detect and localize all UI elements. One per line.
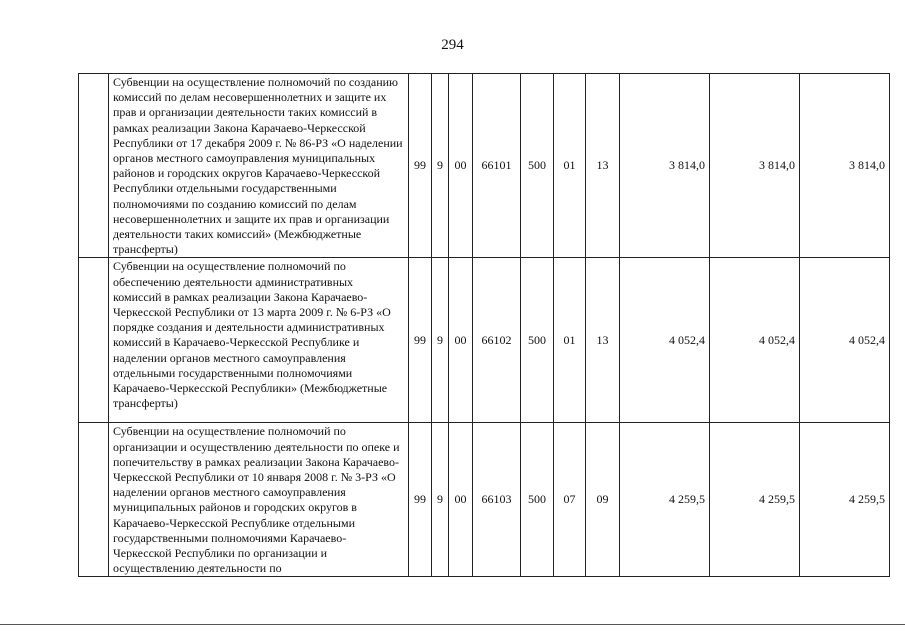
amount-cell: 4 052,4 xyxy=(800,258,890,423)
code-cell: 66102 xyxy=(473,258,521,423)
description-cell: Субвенции на осуществление полномочий по созданию комиссий по делам несовершеннолетних и защите их прав и организации деятельности таких комиссий в рамках реализации Закона Карачаево-Черкесской Республики от 17 декабря 2009 г. № 86-РЗ «О наделении органов местного самоуправления муниципальных районов и городских округов Карачаево-Черкесской Республики отдельными государственными полномочиями по созданию комиссий по делам несовершеннолетних и защите их прав и организации деятельности таких комиссий» (Межбюджетные трансферты) xyxy=(109,74,409,258)
amount-cell: 4 052,4 xyxy=(620,258,710,423)
amount-cell: 4 259,5 xyxy=(620,423,710,577)
page-number: 294 xyxy=(441,37,464,53)
amount-cell: 3 814,0 xyxy=(620,74,710,258)
amount-cell: 3 814,0 xyxy=(710,74,800,258)
row-number-cell xyxy=(79,258,109,423)
code-cell: 500 xyxy=(521,423,554,577)
code-cell: 00 xyxy=(449,423,473,577)
code-cell: 66103 xyxy=(473,423,521,577)
budget-table xyxy=(78,73,890,577)
code-cell: 00 xyxy=(449,258,473,423)
code-cell: 13 xyxy=(586,258,620,423)
amount-cell: 3 814,0 xyxy=(800,74,890,258)
amount-cell: 4 259,5 xyxy=(710,423,800,577)
code-cell: 07 xyxy=(554,423,586,577)
amount-cell: 4 259,5 xyxy=(800,423,890,577)
code-cell: 9 xyxy=(432,74,449,258)
description-cell: Субвенции на осуществление полномочий по организации и осуществлению деятельности по опеке и попечительству в рамках реализации Закона Карачаево-Черкесской Республики от 10 января 2008 г. № 3-РЗ «О наделении органов местного самоуправления муниципальных районов и городских округов в Карачаево-Черкесской Республике отдельными государственными полномочиями Карачаево-Черкесской Республики по организации и осуществлению деятельности по xyxy=(109,423,409,577)
code-cell: 99 xyxy=(409,258,432,423)
page-bottom-rule xyxy=(0,624,905,625)
row-number-cell xyxy=(79,423,109,577)
code-cell: 99 xyxy=(409,74,432,258)
code-cell: 00 xyxy=(449,74,473,258)
table-row xyxy=(79,258,890,423)
table-row xyxy=(79,423,890,577)
code-cell: 66101 xyxy=(473,74,521,258)
row-number-cell xyxy=(79,74,109,258)
code-cell: 09 xyxy=(586,423,620,577)
code-cell: 01 xyxy=(554,258,586,423)
code-cell: 01 xyxy=(554,74,586,258)
code-cell: 9 xyxy=(432,423,449,577)
amount-cell: 4 052,4 xyxy=(710,258,800,423)
code-cell: 500 xyxy=(521,74,554,258)
description-cell: Субвенции на осуществление полномочий по обеспечению деятельности административных комиссий в рамках реализации Закона Карачаево-Черкесской Республики от 13 марта 2009 г. № 6-РЗ «О порядке создания и деятельности административных комиссий в Карачаево-Черкесской Республике и наделении органов местного самоуправления отдельными государственными полномочиями Карачаево-Черкесской Республики» (Межбюджетные трансферты) xyxy=(109,258,409,423)
code-cell: 500 xyxy=(521,258,554,423)
table-row xyxy=(79,74,890,258)
code-cell: 9 xyxy=(432,258,449,423)
code-cell: 13 xyxy=(586,74,620,258)
code-cell: 99 xyxy=(409,423,432,577)
